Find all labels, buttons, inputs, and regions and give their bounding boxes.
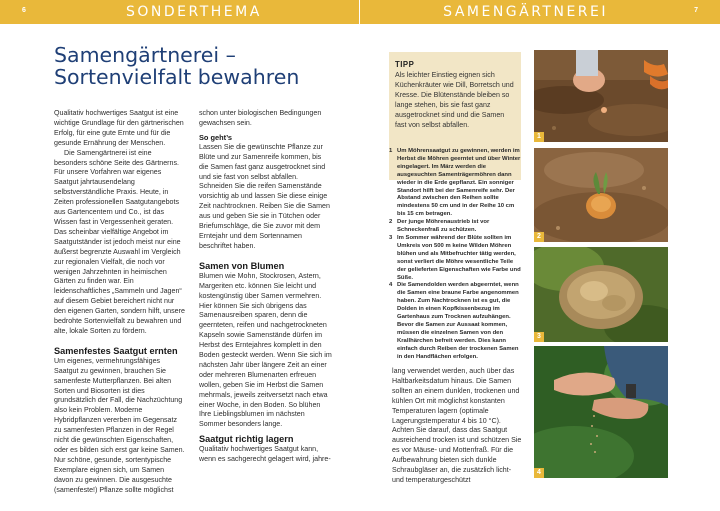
caption-number: 1 [389,148,393,154]
heading-samenfest: Samenfestes Saatgut ernten [54,345,178,356]
body-paragraph: Lassen Sie die gewünschte Pflanze zur Blüte und zur Samenreife kommen, bis die Samen fast ganz ausgetrocknet sind und sie fast von selbst abfallen. Schneiden Sie die reifen Samenstände vorsichtig ab und lassen Sie diese einige Zeit nachtrocknen. Reiben Sie die Samen aus und geben Sie sie in Tütchen oder Briefumschläge, die Sie zuvor mit dem Erntejahr und dem Sortennamen beschriftet haben. [199,142,330,250]
hands-seeds-image [534,346,668,478]
heading-samen-von-blumen: Samen von Blumen [199,260,285,271]
caption-number: 3 [389,234,393,241]
text-column-1 [54,109,185,496]
photo-seed-umbel [534,247,668,342]
photo-planting-carrots [534,50,668,142]
caption-item [389,219,523,235]
soil-image [534,50,668,142]
body-paragraph: Blumen wie Mohn, Stockrosen, Astern, Margeriten etc. können Sie leicht und kostengünstig über Samen vermehren. Hier können Sie sich übrigens das Samenausreiben sparen, denn die geernteten, reifen und nachgetrockneten Kapseln sowie Samenstände dürfen im Herbst des Erntejahres komplett in den Boden gesteckt werden. Wenn Sie sich im nächsten Jahr über längere Zeit an einer oder mehreren Blumenarten erfreuen wollen, geben Sie im Herbst die Samen mehrmals, jeweils zeitversetzt nach etwa einer Woche, in den Boden. So blühen Ihre Lieblingsblumen im nächsten Sommer besonders lange. [199,271,332,429]
header-band [0,0,720,24]
caption-text: Der junge Möhrenaustrieb ist vor Schneckenfraß zu schützen. [397,219,490,234]
body-paragraph: Um eigenes, vermehrungsfähiges Saatgut zu gewinnen, brauchen Sie samenfeste Mutterpflanzen. Bei alten Sorten und Biosorten ist dies grundsätzlich der Fall, die Nachzüchtung also kein Problem. Moderne Hybridpflanzen vererben im Gegensatz zu samenfesten Pflanzen in der Regel nicht die gewünschten Eigenschaften, oder es bilden sich erst gar keine Samen. Nur schöne, gesunde, sortentypische Exemplare eignen sich, um Samen davon zu gewinnen. Die ausgesuchte (samenfeste!) Pflanze sollte möglichst [54,356,185,494]
caption-text: Die Samendolden werden abgeerntet, wenn die Samen eine braune Farbe angenommen haben. Zum Nachtrocknen ist es gut, die Dolden in einen Kopfkissenbezug im Gartenhaus zum Trocknen aufzuhängen. Bevor die Samen zur Aussaat kommen, müssen die einzelnen Samen von den Krallhärchen befreit werden. Dies kann einfach durch Reiben der trockenen Samen in den Handflächen erfolgen. [397,282,519,360]
body-paragraph: schon unter biologischen Bedingungen gewachsen sein. [199,109,322,127]
section-title-right: SAMENGÄRTNEREI [443,4,608,20]
page-spine [359,0,360,24]
text-column-3 [392,367,522,486]
body-paragraph: Qualitativ hochwertiges Saatgut kann, wenn es sachgerecht gelagert wird, jahre- [199,445,331,464]
caption-item [389,282,523,361]
caption-text: Im Sommer während der Blüte sollten im Umkreis von 500 m keine Wilden Möhren blühen und als Mitbefruchter tätig werden, sonst verliert die Möhre wesentliche Teile der gelieferten Eigenschaften wie Farbe und Süße. [397,234,521,281]
page-number-right: 7 [694,7,698,14]
page-number-left: 6 [22,7,26,14]
photo-number-badge: 2 [534,232,544,242]
body-paragraph: Die Samengärtnerei ist eine besonders schöne Seite des Gärtnerns. Für unsere Vorfahren war eigenes Saatgut jahrtausendelang selbstverständliche Praxis. Heute, in Zeiten professionellen Saatgutangebots aus Gartencentern und Co., ist das Wissen fast in Vergessenheit geraten. Das scheinbar vielfältige Angebot im Saatgutständer ist jedoch meist nur eine äußerst begrenzte Auswahl im Vergleich zur regionalen Vielfalt, die noch vor wenigen Jahrzehnten in heimischen Gärten zu finden war. Ein leidenschaftliches „Sammeln und Jagen“ auf diesem Gebiet bereichert nicht nur den eigenen Garten, sondern hilft, unsere bedrohte Sortenvielfalt zu bewahren und alte, lokale Sorten zu fördern. [54,148,185,335]
heading-so-gehts: So geht’s [199,132,232,142]
seed-umbel-image [534,247,668,342]
caption-text: Um Möhrensaatgut zu gewinnen, werden im Herbst die Möhren geerntet und über Winter eingelagert. Im März werden die ausgesuchten Samenträgermöhren dann wieder in die Erde gepflanzt. Ein sonniger Standort hilft bei der Samenreife sehr. Der Abstand zwischen den Reihen sollte mindestens 50 cm und in der Reihe 10 cm bis 15 cm betragen. [397,148,521,218]
title-line-1: Samengärtnerei – [54,43,236,67]
heading-saatgut-lagern: Saatgut richtig lagern [199,434,294,445]
intro-paragraph: Qualitativ hochwertiges Saatgut ist eine wichtige Grundlage für den gärtnerischen Erfolg, für eine gute Ernte und für die gesunde Ernährung der Menschen. [54,109,184,147]
caption-number: 4 [389,282,393,289]
photo-captions [389,148,523,361]
text-column-2 [199,109,332,465]
carrot-sprout-image [534,148,668,242]
tip-title: TIPP [395,60,415,69]
body-paragraph: lang verwendet werden, auch über das Haltbarkeitsdatum hinaus. Die Samen sollten an einem dunklen, trockenen und kühlen Ort mit möglichst konstanten Temperaturen lagern (optimale Lagerungstemperatur 4 bis 10 °C). Achten Sie darauf, dass das Saatgut ausreichend trocken ist und schützen Sie es vor Mäuse- und Mottenfraß. Für die Aufbewahrung bieten sich dunkle Schraubgläser an, die zusätzlich licht- und temperaturgeschützt [392,367,522,484]
tip-text: Als leichter Einstieg eignen sich Küchenkräuter wie Dill, Borretsch und Kresse. Die Blütenstände bleiben so lange stehen, bis sie fast ganz ausgetrocknet sind und die Samen fast von selbst abfallen. [395,71,514,129]
photo-number-badge: 4 [534,468,544,478]
photo-rubbing-seeds [534,346,668,478]
page-title [54,44,354,88]
photo-carrot-sprouting [534,148,668,242]
caption-item [389,235,523,282]
photo-number-badge: 1 [534,132,544,142]
photo-number-badge: 3 [534,332,544,342]
title-line-2: Sortenvielfalt bewahren [54,65,300,89]
caption-item [389,148,523,219]
caption-number: 2 [389,219,393,226]
section-title-left: SONDERTHEMA [126,4,262,20]
